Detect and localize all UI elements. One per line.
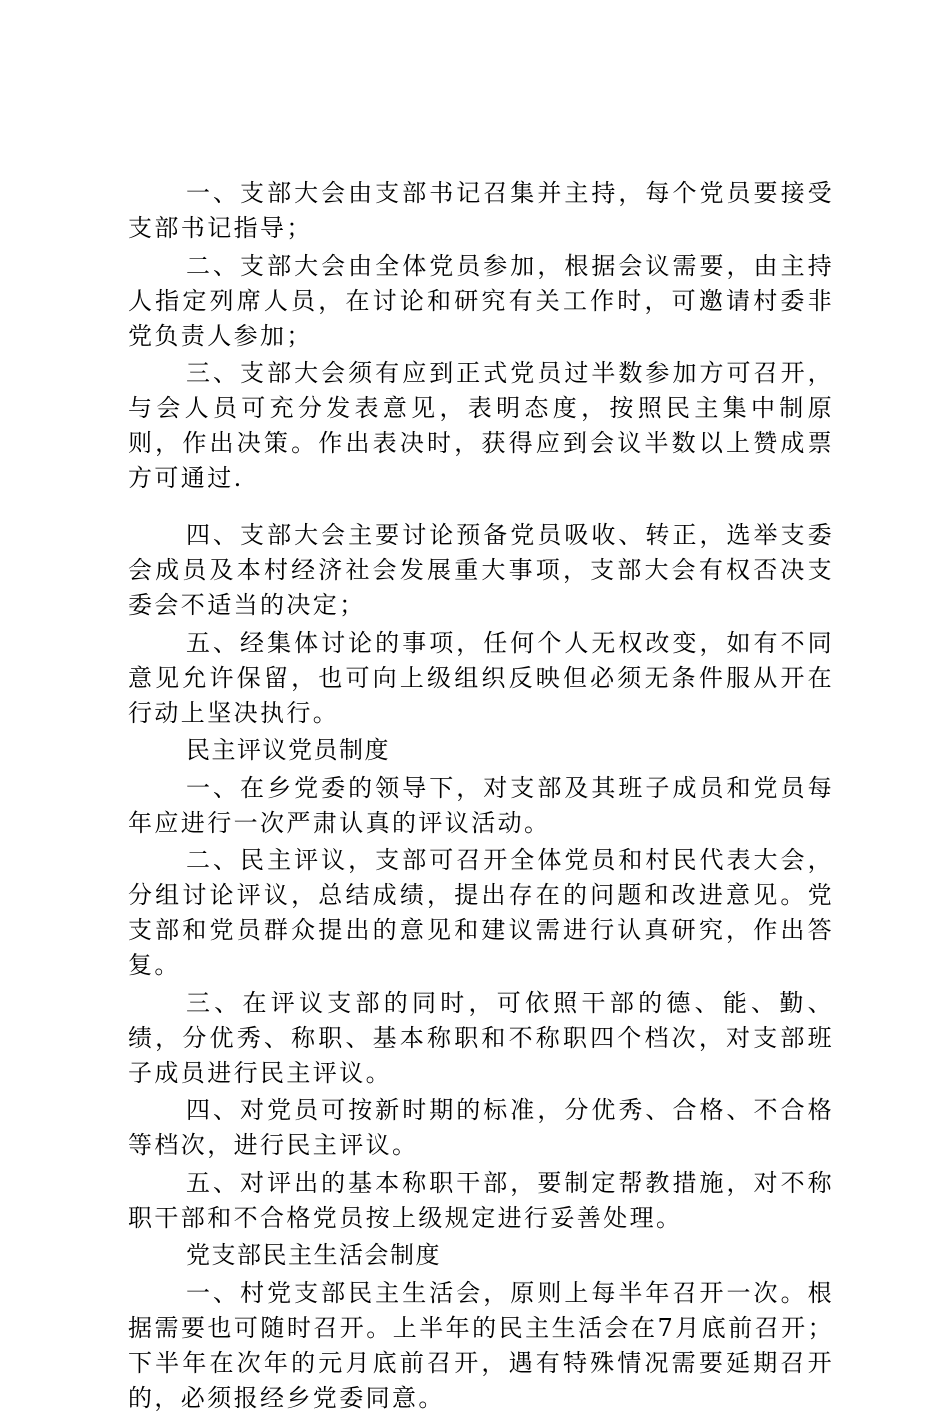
section-title-democratic-life-meeting: 党支部民主生活会制度 [186,1241,441,1269]
paragraph-3: 三、支部大会须有应到正式党员过半数参加方可召开，与会人员可充分发表意见，表明态度，按照民主集中制原则，作出决策。作出表决时，获得应到会议半数以上赞成票方可通过. [128,359,834,492]
review-paragraph-4: 四、对党员可按新时期的标准，分优秀、合格、不合格等档次，进行民主评议。 [128,1096,834,1159]
paragraph-5: 五、经集体讨论的事项，任何个人无权改变，如有不同意见允许保留，也可向上级组织反映但必须无条件服从开在行动上坚决执行。 [128,628,834,727]
paragraph-1: 一、支部大会由支部书记召集并主持，每个党员要接受支部书记指导； [128,179,834,242]
paragraph-2: 二、支部大会由全体党员参加，根据会议需要，由主持人指定列席人员，在讨论和研究有关工作时，可邀请村委非党负责人参加； [128,251,834,350]
review-paragraph-3: 三、在评议支部的同时，可依照干部的德、能、勤、绩，分优秀、称职、基本称职和不称职四个档次，对支部班子成员进行民主评议。 [128,988,834,1087]
life-meeting-paragraph-1: 一、村党支部民主生活会，原则上每半年召开一次。根据需要也可随时召开。上半年的民主生活会在7月底前召开；下半年在次年的元月底前召开，遇有特殊情况需要延期召开的，必须报经乡党委同意。 [128,1278,834,1412]
paragraph-4: 四、支部大会主要讨论预备党员吸收、转正，选举支委会成员及本村经济社会发展重大事项，支部大会有权否决支委会不适当的决定； [128,521,834,619]
review-paragraph-5: 五、对评出的基本称职干部，要制定帮教措施，对不称职干部和不合格党员按上级规定进行妥善处理。 [128,1168,834,1232]
review-paragraph-1: 一、在乡党委的领导下，对支部及其班子成员和党员每年应进行一次严肃认真的评议活动。 [128,773,834,837]
document-body [128,176,834,1418]
section-title-democratic-review: 民主评议党员制度 [186,736,390,764]
review-paragraph-2: 二、民主评议，支部可召开全体党员和村民代表大会，分组讨论评议，总结成绩，提出存在的问题和改进意见。党支部和党员群众提出的意见和建议需进行认真研究，作出答复。 [128,846,834,979]
